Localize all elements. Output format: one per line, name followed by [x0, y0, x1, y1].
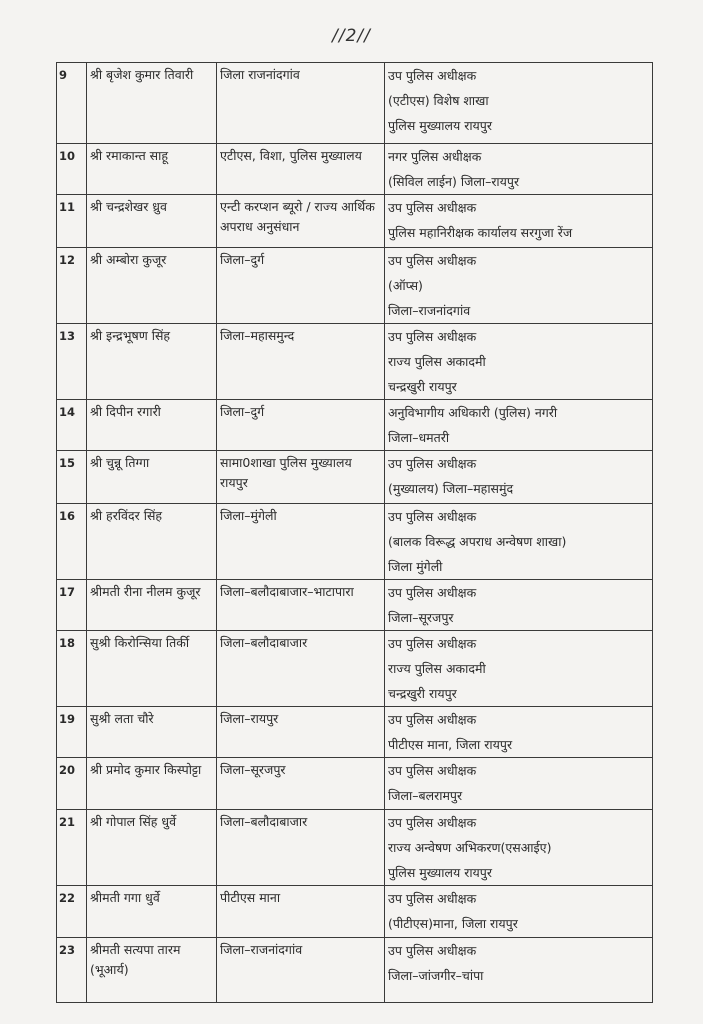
new-posting-cell [385, 886, 653, 938]
new-posting-line: उप पुलिस अधीक्षक [388, 68, 477, 83]
new-posting-cell [385, 63, 653, 144]
current-posting-cell: जिला–दुर्ग [217, 400, 385, 451]
new-posting-cell [385, 580, 653, 631]
new-posting-line: उप पुलिस अधीक्षक [388, 200, 477, 215]
table-row [57, 886, 653, 938]
serial-number-cell: 23 [57, 938, 87, 1003]
serial-number-cell: 13 [57, 324, 87, 400]
current-posting-cell: जिला–राजनांदगांव [217, 938, 385, 1003]
new-posting-cell [385, 938, 653, 1003]
table-row [57, 63, 653, 144]
new-posting-line: अनुविभागीय अधिकारी (पुलिस) नगरी [388, 405, 558, 420]
current-posting-cell: एटीएस, विशा, पुलिस मुख्यालय [217, 144, 385, 195]
new-posting-line: (एटीएस) विशेष शाखा [388, 93, 489, 108]
current-posting-cell: जिला–दुर्ग [217, 248, 385, 324]
serial-number-cell: 10 [57, 144, 87, 195]
serial-number-cell: 15 [57, 451, 87, 504]
new-posting-line: (बालक विरूद्ध अपराध अन्वेषण शाखा) [388, 534, 567, 549]
current-posting-cell: जिला राजनांदगांव [217, 63, 385, 144]
officer-name-cell: श्री हरविंदर सिंह [87, 504, 217, 580]
serial-number-cell: 18 [57, 631, 87, 707]
table-row [57, 938, 653, 1003]
serial-number-cell: 16 [57, 504, 87, 580]
transfer-table [56, 62, 653, 1003]
officer-name-cell: सुश्री किरोन्सिया तिर्की [87, 631, 217, 707]
new-posting-line: (मुख्यालय) जिला–महासमुंद [388, 481, 514, 496]
page-number: //2// [332, 26, 371, 46]
new-posting-cell [385, 324, 653, 400]
serial-number-cell: 12 [57, 248, 87, 324]
current-posting-cell: पीटीएस माना [217, 886, 385, 938]
new-posting-cell [385, 248, 653, 324]
officer-name-cell: श्री अम्बोरा कुजूर [87, 248, 217, 324]
new-posting-line: उप पुलिस अधीक्षक [388, 636, 477, 651]
new-posting-line: पुलिस मुख्यालय रायपुर [388, 118, 493, 133]
new-posting-line: उप पुलिस अधीक्षक [388, 253, 477, 268]
new-posting-line: पुलिस मुख्यालय रायपुर [388, 865, 493, 880]
table-row [57, 248, 653, 324]
officer-name-cell: श्री चन्द्रशेखर ध्रुव [87, 195, 217, 248]
new-posting-line: पीटीएस माना, जिला रायपुर [388, 737, 513, 752]
new-posting-line: पुलिस महानिरीक्षक कार्यालय सरगुजा रेंज [388, 225, 573, 240]
officer-name-cell: श्री इन्द्रभूषण सिंह [87, 324, 217, 400]
new-posting-cell [385, 195, 653, 248]
officer-name-cell: श्री दिपीन रगारी [87, 400, 217, 451]
table-row [57, 810, 653, 886]
new-posting-line: राज्य अन्वेषण अभिकरण(एसआईए) [388, 840, 552, 855]
officer-name-cell: श्री रमाकान्त साहू [87, 144, 217, 195]
new-posting-line: उप पुलिस अधीक्षक [388, 509, 477, 524]
serial-number-cell: 9 [57, 63, 87, 144]
new-posting-cell [385, 810, 653, 886]
new-posting-cell [385, 400, 653, 451]
current-posting-cell: जिला–बलौदाबाजार [217, 810, 385, 886]
current-posting-cell: सामा0शाखा पुलिस मुख्यालय रायपुर [217, 451, 385, 504]
new-posting-line: राज्य पुलिस अकादमी [388, 661, 486, 676]
current-posting-cell: जिला–बलौदाबाजार [217, 631, 385, 707]
table-row [57, 758, 653, 810]
new-posting-line: जिला–बलरामपुर [388, 788, 463, 803]
table-row [57, 144, 653, 195]
officer-name-cell: श्री गोपाल सिंह धुर्वे [87, 810, 217, 886]
current-posting-cell: जिला–रायपुर [217, 707, 385, 758]
officer-name-cell: सुश्री लता चौरे [87, 707, 217, 758]
new-posting-line: (पीटीएस)माना, जिला रायपुर [388, 916, 518, 931]
serial-number-cell: 22 [57, 886, 87, 938]
table-row [57, 451, 653, 504]
new-posting-line: उप पुलिस अधीक्षक [388, 815, 477, 830]
table-row [57, 324, 653, 400]
new-posting-cell [385, 631, 653, 707]
new-posting-line: जिला–सूरजपुर [388, 610, 454, 625]
current-posting-cell: जिला–सूरजपुर [217, 758, 385, 810]
table-row [57, 504, 653, 580]
new-posting-line: उप पुलिस अधीक्षक [388, 329, 477, 344]
serial-number-cell: 11 [57, 195, 87, 248]
new-posting-line: उप पुलिस अधीक्षक [388, 891, 477, 906]
new-posting-cell [385, 707, 653, 758]
current-posting-cell: जिला–बलौदाबाजार–भाटापारा [217, 580, 385, 631]
officer-name-cell: श्रीमती सत्यपा तारम (भूआर्य) [87, 938, 217, 1003]
serial-number-cell: 14 [57, 400, 87, 451]
new-posting-line: जिला–धमतरी [388, 430, 450, 445]
new-posting-line: चन्द्रखुरी रायपुर [388, 686, 457, 701]
current-posting-cell: जिला–मुंगेली [217, 504, 385, 580]
new-posting-cell [385, 758, 653, 810]
new-posting-line: नगर पुलिस अधीक्षक [388, 149, 482, 164]
current-posting-cell: एन्टी करप्शन ब्यूरो / राज्य आर्थिक अपराध अनुसंधान [217, 195, 385, 248]
serial-number-cell: 19 [57, 707, 87, 758]
new-posting-line: जिला–जांजगीर–चांपा [388, 968, 484, 983]
serial-number-cell: 17 [57, 580, 87, 631]
table-row [57, 400, 653, 451]
officer-name-cell: श्री चुन्नू तिग्गा [87, 451, 217, 504]
officer-name-cell: श्री बृजेश कुमार तिवारी [87, 63, 217, 144]
officer-name-cell: श्रीमती गगा धुर्वे [87, 886, 217, 938]
table-row [57, 631, 653, 707]
table-row [57, 707, 653, 758]
new-posting-cell [385, 144, 653, 195]
new-posting-cell [385, 451, 653, 504]
table-row [57, 580, 653, 631]
serial-number-cell: 21 [57, 810, 87, 886]
new-posting-line: उप पुलिस अधीक्षक [388, 943, 477, 958]
new-posting-line: (ऑप्स) [388, 278, 423, 293]
new-posting-line: (सिविल लाईन) जिला–रायपुर [388, 174, 520, 189]
new-posting-cell [385, 504, 653, 580]
new-posting-line: जिला–राजनांदगांव [388, 303, 471, 318]
new-posting-line: उप पुलिस अधीक्षक [388, 456, 477, 471]
new-posting-line: उप पुलिस अधीक्षक [388, 763, 477, 778]
new-posting-line: उप पुलिस अधीक्षक [388, 585, 477, 600]
transfer-table-body [57, 63, 653, 1003]
new-posting-line: चन्द्रखुरी रायपुर [388, 379, 457, 394]
officer-name-cell: श्रीमती रीना नीलम कुजूर [87, 580, 217, 631]
new-posting-line: जिला मुंगेली [388, 559, 443, 574]
officer-name-cell: श्री प्रमोद कुमार किस्पोट्टा [87, 758, 217, 810]
current-posting-cell: जिला–महासमुन्द [217, 324, 385, 400]
table-row [57, 195, 653, 248]
serial-number-cell: 20 [57, 758, 87, 810]
new-posting-line: राज्य पुलिस अकादमी [388, 354, 486, 369]
new-posting-line: उप पुलिस अधीक्षक [388, 712, 477, 727]
